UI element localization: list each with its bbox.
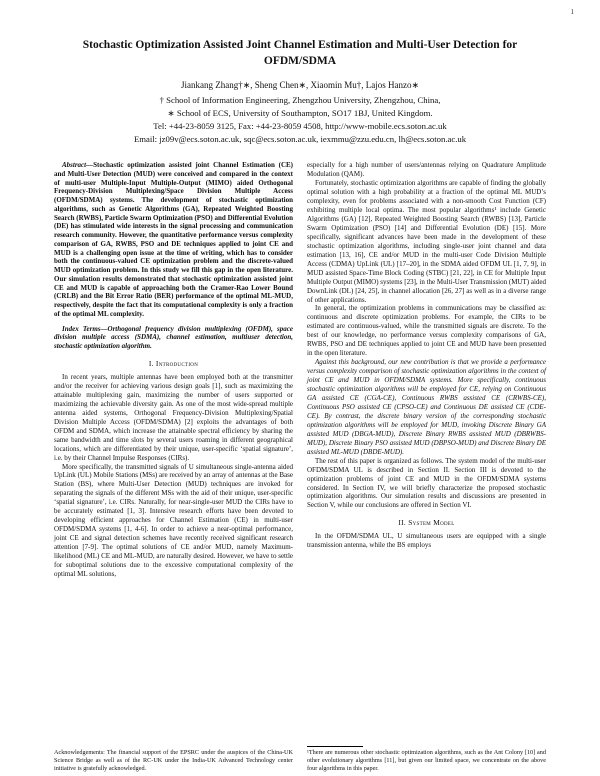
index-terms-label: Index Terms— bbox=[62, 324, 108, 333]
abstract-label: Abstract— bbox=[62, 161, 94, 170]
contact-line: Tel: +44-23-8059 3125, Fax: +44-23-8059 4508, http://www-mobile.ecs.soton.ac.uk bbox=[153, 121, 447, 132]
intro-paragraph-2: More specifically, the transmitted signals of U simultaneous single-antenna aided UpLink (UL) Mobile Stations (MSs) are received by an array of antennas at the Base Station (BS), where Multi-User Detection (MUD) techniques are invoked for separating the signals of the different MSs with the aid of their unique, user-specific ‘spatial signature’, i.e. CIRs. Naturally, for near-single-user MUD the CIRs have to be accurately estimated [1, 3]. Intensive research efforts have been devoted to developing efficient approaches for Channel Estimation (CE) in multi-user OFDM/SDMA systems [1, 4-6]. In order to achieve a near-optimal performance, joint CE and signal detection schemes have recently received significant research attention [7-9]. The optimal solutions of CE and/or MUD, namely Maximum-likelihood (ML) CE and ML-MUD, are naturally desired. However, we have to settle for suboptimal solutions due to the excessive computational complexity of the optimal ML solutions, bbox=[54, 462, 293, 578]
acknowledgement-block bbox=[54, 749, 293, 773]
contribution-paragraph: Against this background, our new contribution is that we provide a performance versus complexity comparison of stochastic optimization algorithms in the context of joint CE and MUD in OFDM/SDMA systems. More specifically, continuous stochastic optimization algorithms will be employed for CE, relying on Continuous GA assisted CE (CGA-CE), Continuous RWBS assisted CE (CRWBS-CE), Continuous PSO assisted CE (CPSO-CE) and Continuous DE assisted CE (CDE-CE). By contrast, the discrete binary version of the corresponding stochastic optimization algorithms will be employed for MUD, invoking Discrete Binary GA assisted MUD (DBGA-MUD), Discrete Binary RWBS assisted MUD (DBRWBS-MUD), Discrete Binary PSO assisted MUD (DBPSO-MUD) and Discrete Binary DE assisted ML-MUD (DBDE-MUD). bbox=[307, 358, 546, 456]
abstract-text: Stochastic optimization assisted joint Channel Estimation (CE) and Multi-User Detection (MUD) were conceived and compared in the context of multi-user Multiple-Input Multiple-Output (MIMO) aided Orthogonal Frequency-Division Multiplexing/Space Division Multiple Access (OFDM/SDMA) systems. The development of stochastic optimization algorithms, such as Genetic Algorithms (GA), Repeated Weighted Boosting Search (RWBS), Particle Swarm Optimization (PSO) and Differential Evolution (DE) has stimulated wide interests in the signal processing and communication research community. However, the quantitative performance versus complexity comparison of GA, RWBS, PSO and DE techniques applied to joint CE and MUD is a challenging open issue at the time of writing, which has to consider both the continuous-valued CE optimization problem and the discrete-valued MUD optimization problem. In this study we fill this gap in the open literature. Our simulation results demonstrated that stochastic optimization assisted joint CE and MUD is capable of approaching both the Cramer-Rao Lower Bound (CRLB) and the Bit Error Ratio (BER) performance of the optimal ML-MUD, respectively, despite the fact that its computational complexity is only a fraction of the optimal ML complexity. bbox=[54, 161, 293, 318]
system-model-paragraph: In the OFDM/SDMA UL, U simultaneous users are equipped with a single transmission antenna, while the BS employs bbox=[307, 532, 546, 550]
page-number: 1 bbox=[570, 8, 574, 16]
paper-title: Stochastic Optimization Assisted Joint Channel Estimation and Multi-User Detection for OFDM/SDMA bbox=[82, 39, 518, 67]
two-column-body bbox=[54, 161, 546, 773]
section-heading-system-model: II. System Model bbox=[398, 518, 455, 528]
body-paragraph-classification: In general, the optimization problems in communications may be classified as: continuous and discrete optimization problems. For example, the CIRs to be estimated are continuous-valued, while the transmitted signals are discrete. To the best of our knowledge, no performance versus complexity comparisons of GA, RWBS, PSO and DE techniques applied to joint CE and MUD have been presented in the open literature. bbox=[307, 304, 546, 358]
authors-line: Jiankang Zhang†∗, Sheng Chen∗, Xiaomin Mu†, Lajos Hanzo∗ bbox=[180, 80, 420, 91]
affiliation-line-2: ∗ School of ECS, University of Southampton, SO17 1BJ, United Kingdom. bbox=[167, 108, 433, 119]
continuation-paragraph: especially for a high number of users/antennas relying on Quadrature Amplitude Modulation (QAM). bbox=[307, 161, 546, 179]
affiliations-block bbox=[54, 94, 546, 146]
abstract-paragraph bbox=[54, 161, 293, 319]
right-column bbox=[307, 161, 546, 773]
body-paragraph-algorithms: Fortunately, stochastic optimization algorithms are capable of finding the globally optimal solution with a high probability at a fraction of the optimal ML MUD’s complexity, even for problems associated with a non-smooth Cost Function (CF) exhibiting multiple local optima. The most popular algorithms¹ include Genetic Algorithms (GA) [12], Repeated Weighted Boosting Search (RWBS) [13], Particle Swarm Optimization (PSO) [14] and Differential Evolution (DE) [15]. More specifically, significant advances have been made in the development of these stochastic optimization algorithms, including single-user joint channel and data estimation [13, 16], CE and/or MUD in the multi-user Code Division Multiple Access (CDMA) UpLink (UL) [17–20], in the SDMA aided OFDM UL [1, 7, 9], in MUD assisted Space-Time Block Coding (STBC) [21, 22], in CE for Multiple Input Multiple Output (MIMO) systems [23], in the Multi-User Transmission (MUT) aided DownLink (DL) [24, 25], in channel allocation [26, 27] as well as in a diverse range of other applications. bbox=[307, 179, 546, 304]
section-heading-introduction: I. Introduction bbox=[148, 358, 199, 368]
intro-paragraph-1: In recent years, multiple antennas have been employed both at the transmitter and/or the receiver for achieving various design goals [1], such as maximizing the attainable multiplexing gain, maximizing the number of users supported or maximizing the achievable diversity gain. As one of the most wide-spread multiple antenna aided systems, Orthogonal Frequency-Division Multiplexing/Spatial Division Multiple Access (OFDM/SDMA) [2] exploits the advantages of both OFDM and SDMA, which increase the attainable spectral efficiency by sharing the same bandwidth and time slots by several users roaming in different geographical locations, which are differentiated by their unique, user-specific ‘spatial signature’, i.e. by their Channel Impulse Responses (CIRs). bbox=[54, 372, 293, 462]
footnote-separator bbox=[307, 746, 363, 747]
paper-header bbox=[54, 38, 546, 146]
affiliation-line-1: † School of Information Engineering, Zhengzhou University, Zhengzhou, China, bbox=[159, 95, 441, 106]
index-terms-text: Orthogonal frequency division multiplexing (OFDM), space division multiple access (SDMA), channel estimation, multiuser detection, stochastic optimization algorithm. bbox=[54, 324, 293, 351]
index-terms-paragraph bbox=[54, 325, 293, 351]
email-line: Email: jz09v@ecs.soton.ac.uk, sqc@ecs.soton.ac.uk, iexmmu@zzu.edu.cn, lh@ecs.soton.ac.uk bbox=[133, 134, 467, 145]
footnote-1: ¹There are numerous other stochastic optimization algorithms, such as the Ant Colony [10] and other evolutionary algorithms [11], but given our limited space, we concentrate on the above four algorithms in this paper. bbox=[307, 749, 546, 773]
left-column bbox=[54, 161, 293, 773]
paper-outline-paragraph: The rest of this paper is organized as follows. The system model of the multi-user OFDM/SDMA UL is described in Section II. Section III is devoted to the optimization problems of joint CE and MUD in the OFDM/SDMA systems considered. In Section IV, we will briefly characterize the proposed stochastic optimization algorithms. Our simulation results and discussions are presented in Section V, while our conclusions are offered in Section VI. bbox=[307, 456, 546, 510]
acknowledgement-footnote: Acknowledgements: The financial support of the EPSRC under the auspices of the China-UK Science Bridge as well as of the RC-UK under the India-UK Advanced Technology center initiative is gratefully acknowledged. bbox=[54, 749, 293, 773]
footnote-block bbox=[307, 746, 546, 773]
